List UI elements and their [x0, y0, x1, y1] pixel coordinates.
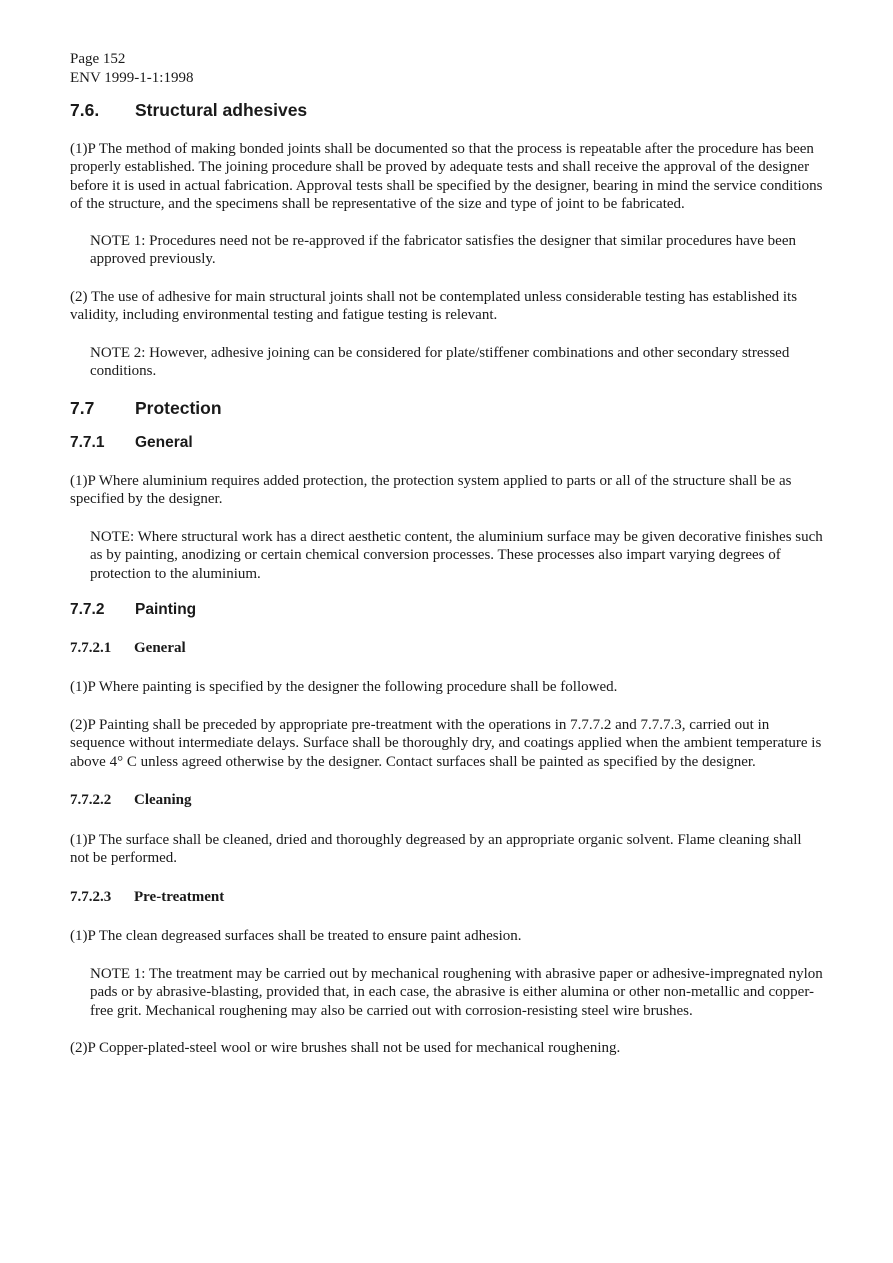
heading-number: 7.7.1	[70, 434, 105, 451]
paragraph: (1)P The surface shall be cleaned, dried and thoroughly degreased by an appropriate organic solvent. Flame cleaning shall not be performed.	[70, 831, 802, 866]
heading-number: 7.6.	[70, 100, 100, 120]
heading-title: Structural adhesives	[135, 100, 308, 120]
paragraph: (1)P Where painting is specified by the designer the following procedure shall be followed.	[70, 679, 618, 695]
heading-7-7-2-2	[70, 791, 823, 810]
heading-title: Protection	[135, 397, 222, 418]
heading-number: 7.7.2.1	[70, 639, 112, 656]
heading-7-7-1	[70, 434, 823, 453]
note: NOTE: Where structural work has a direct aesthetic content, the aluminium surface may be given decorative finishes such as by painting, anodizing or certain chemical conversion processes. These processes also impart varying degrees of protection to the aluminium.	[90, 528, 823, 582]
heading-number: 7.7.2.2	[70, 792, 112, 808]
heading-title: Painting	[135, 601, 197, 618]
heading-title: General	[134, 639, 186, 656]
heading-7-7-2-3	[70, 888, 823, 907]
paragraph: (2)P Copper-plated-steel wool or wire brushes shall not be used for mechanical roughening.	[70, 1040, 621, 1056]
paragraph: (2)P Painting shall be preceded by appropriate pre-treatment with the operations in 7.7.7.2 and 7.7.7.3, carried out in sequence without intermediate delays. Surface shall be thoroughly dry, and coatings applied when the ambient temperature is above 4° C unless agreed otherwise by the designer. Contact surfaces shall be painted as specified by the designer.	[70, 716, 822, 770]
heading-title: Cleaning	[134, 792, 192, 808]
page-header	[70, 50, 823, 88]
heading-7-7	[70, 399, 823, 418]
heading-number: 7.7.2	[70, 601, 105, 618]
page-number: Page 152	[70, 51, 126, 67]
note: NOTE 1: Procedures need not be re-approved if the fabricator satisfies the designer that similar procedures have been approved previously.	[90, 232, 796, 267]
paragraph: (1)P The method of making bonded joints shall be documented so that the process is repeatable after the procedure has been properly established. The joining procedure shall be proved by adequate tests and shall receive the approval of the designer before it is used in actual fabrication. Approval tests shall be specified by the designer, bearing in mind the service conditions of the structure, and the specimens shall be representative of the size and type of joint to be fabricated.	[70, 140, 823, 212]
heading-7-7-2-1	[70, 639, 823, 658]
heading-number: 7.7.2.3	[70, 888, 112, 905]
note: NOTE 1: The treatment may be carried out by mechanical roughening with abrasive paper or adhesive-impregnated nylon pads or by abrasive-blasting, provided that, in each case, the abrasive is either alumina or other non-metallic and copper-free grit. Mechanical roughening may also be carried out with corrosion-resisting steel wire brushes.	[90, 965, 823, 1019]
heading-title: Pre-treatment	[134, 888, 225, 905]
paragraph: (1)P The clean degreased surfaces shall be treated to ensure paint adhesion.	[70, 928, 522, 944]
paragraph: (2) The use of adhesive for main structural joints shall not be contemplated unless considerable testing has established its validity, including environmental testing and fatigue testing is relevant.	[70, 288, 798, 323]
heading-number: 7.7	[70, 397, 95, 418]
heading-title: General	[135, 434, 193, 451]
heading-7-6	[70, 101, 823, 120]
note: NOTE 2: However, adhesive joining can be considered for plate/stiffener combinations and other secondary stressed conditions.	[90, 344, 790, 379]
paragraph: (1)P Where aluminium requires added protection, the protection system applied to parts or all of the structure shall be as specified by the designer.	[70, 472, 792, 507]
standard-reference: ENV 1999-1-1:1998	[70, 70, 194, 86]
heading-7-7-2	[70, 601, 823, 620]
